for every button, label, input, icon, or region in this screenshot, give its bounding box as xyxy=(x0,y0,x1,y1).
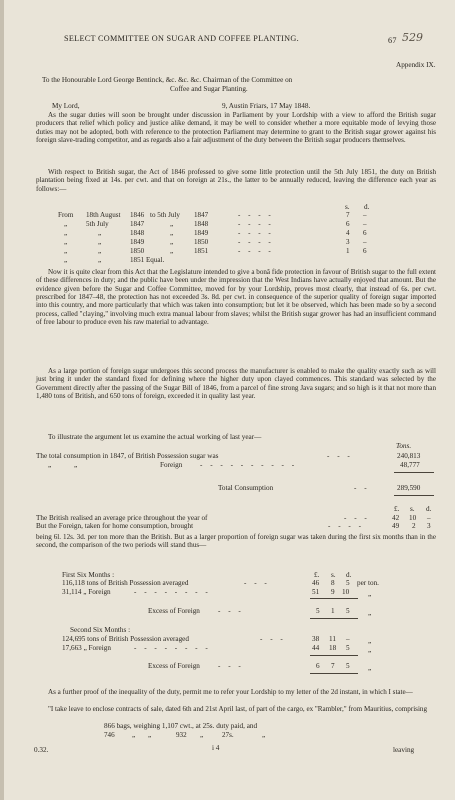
duty-col-d: d. xyxy=(364,203,370,211)
price-row-foreign-label: But the Foreign, taken for home consumption, brought xyxy=(36,522,194,530)
half-cell: 44 xyxy=(312,644,320,652)
half-row-label: 116,118 tons of British Possession averaged xyxy=(62,579,189,587)
half-cell: 10 xyxy=(342,588,350,596)
sum-rule xyxy=(394,495,434,496)
second-six-months-title: Second Six Months : xyxy=(70,626,131,634)
half-cell: 9 xyxy=(331,588,335,596)
price-cell: 2 xyxy=(412,522,416,530)
dateline: 9, Austin Friars, 17 May 1848. xyxy=(222,102,311,110)
catchword: leaving xyxy=(393,746,415,754)
half-cell: 6 xyxy=(316,662,320,670)
price-row-british-label: The British realised an average price throughout the year of xyxy=(36,514,208,522)
leader-dots: - - - xyxy=(327,452,353,460)
duty-col-s: s. xyxy=(345,203,350,211)
half-suffix: „ xyxy=(368,664,372,672)
price-cell: 3 xyxy=(427,522,431,530)
half-cell: 5 xyxy=(346,644,350,652)
leader-dots: - - - xyxy=(260,635,286,643)
half-cell: 38 xyxy=(312,635,320,643)
half-cell: 11 xyxy=(329,635,336,643)
paragraph-5: To illustrate the argument let us examine the actual working of last year— xyxy=(48,433,262,441)
consumption-row-british-label: The total consumption in 1847, of British Possession sugar was xyxy=(36,452,219,460)
paragraph-1: As the sugar duties will soon be brought under discussion in Parliament by your Lordship with a view to afford the British sugar producers that relief which policy and justice alike demand, it may be well to consider whether a more equitable mode of levying those duties may not be adopted, both with reference to the protection Parliament may determine to grant to the British sugar grower against his foreign slave-trading competitor, and as regards also a fair adjustment of the duty between the British sugar producers themselves. xyxy=(36,111,436,145)
half-cell: 7 xyxy=(331,662,335,670)
price-cell: 49 xyxy=(392,522,400,530)
half-suffix: per ton. xyxy=(357,579,379,587)
half-cell: 46 xyxy=(312,579,320,587)
col-pounds: £. xyxy=(394,505,400,513)
excess-label: Excess of Foreign xyxy=(148,662,200,670)
ditto-mark: „ xyxy=(74,461,78,469)
consumption-row-british-value: 240,813 xyxy=(397,452,421,460)
price-cell: 10 xyxy=(409,514,417,522)
handwritten-page-number: 529 xyxy=(402,31,423,44)
col-pence: d. xyxy=(426,505,432,513)
page-number: 67 xyxy=(388,36,397,45)
paragraph-4: As a large portion of foreign sugar undergoes this second process the manufacturer is enabled to make the quality exactly such as will just bring it under the standard fixed for defining where the higher duty upon clayed commences. This standard was selected by the Government directly after the passing of the Sugar Bill of 1846, from a parcel of fine strong Java sugars; and so high is it that not more than 1,480 tons of British, and 650 tons of foreign, exceeded it in quality last year. xyxy=(36,367,436,401)
sum-rule xyxy=(394,472,434,473)
half-cell: 51 xyxy=(312,588,320,596)
document-page: SELECT COMMITTEE ON SUGAR AND COFFEE PLANTING. 67 529 Appendix IX. To the Honourable Lord George Bentinck, &c. &c. &c. Chairman of the Committee on Coffee and Sugar Planting. My Lord, 9, Austin Friars, 17 May 1848. As the sugar duties will soon be brought under discussion in Parliament by your Lordship with a view to afford the British sugar producers that relief which policy and justice alike demand, it may be well to consider whether a more equitable mode of levying those duties may not be adopted, both with reference to the protection Parliament may determine to grant to the British sugar grower against his foreign slave-trading competitor, and as regards also a fair adjustment of the duty between the British sugar producers themselves. With respect to British sugar, the Act of 1846 professed to give some little protection until the 5th July 1851, the duty on British plantation being fixed at 14s. per cwt. and that on foreign at 21s., the latter to be annually reduced, leaving the difference each year as follows:— s. d. From 18th August 1846 to 5th July 1847 - - - - 7 – „ 5th July 1847 „ 1848 - - - - 6 – „ „ 1848 „ 1849 - - - - 4 6 „ „ 1849 „ 1850 - - - - 3 – „ „ 1850 „ 1851 - - - - 1 6 „ „ 1851 Equal. Now it is quite clear from this Act that the Legislature intended to give a bonâ fide protection in favour of British sugar to the full extent of these differences in duty; and the public have been under the impression that the West Indians have actually enjoyed that amount. But the evidence given before the Sugar and Coffee Committee, moved for by your Lordship, proves most clearly, that instead of 6s. per cwt. prescribed for 1847–48, the protection has not exceeded 3s. 8d. per cwt. in consequence of the superior quality of foreign sugar imported into this country, and more particularly that which was taken into consumption; but let it be observed, which has been made so by a second process, called "claying," involving much extra manual labour from slaves; whilst the British sugar grower has had an insufficient command of free labour to produce even his raw material to advantage. As a large portion of foreign sugar undergoes this second process the manufacturer is enabled to make the quality exactly such as will just bring it under the standard fixed for defining where the higher duty upon clayed commences. This standard was selected by the Government directly after the passing of the Sugar Bill of 1846, from a parcel of fine strong Java sugars; and so high is it that not more than 1,480 tons of British, and 650 tons of foreign, exceeded it in quality last year. To illustrate the argument let us examine the actual working of last year— Tons. The total consumption in 1847, of British Possession sugar was - - - 240,813 „ „ Foreign - - - - - - - - - - 48,777 Total Consumption - - 289,590 £. s. d. The British realised an average price throughout the year of - - - 42 10 – But the Foreign, taken for home consumption, brought - - - - 49 2 3 being 6l. 12s. 3d. per ton more than the British. But as a larger proportion of foreign sugar was taken during the first six months than in the second, the comparison of the two periods will stand thus— First Six Months : £. s. d. 116,118 tons of British Possession averaged - - - 46 8 5 per ton. 31,114 „ Foreign - - - - - - - - 51 9 10 „ Excess of Foreign - - - 5 1 5 „ Second Six Months : 124,695 tons of British Possession averaged - - - 38 11 – „ 17,663 „ Foreign - - - - - - - - 44 18 5 „ Excess of Foreign - - - 6 7 5 „ As a further proof of the inequality of the duty, permit me to refer your Lordship to my letter of the 2d instant, in which I state— "I take leave to enclose contracts of sale, dated 6th and 21st April last, of part of the cargo, ex "Rambler," from Mauritius, comprising 866 bags, weighing 1,107 cwt., at 25s. duty paid, and 746 „ „ 932 „ 27s. „ 0.32. i 4 leaving xyxy=(0,0,455,800)
leader-dots: - - - - - - - - - - xyxy=(200,461,298,469)
half-cell: 5 xyxy=(316,607,320,615)
cargo-line-1: 866 bags, weighing 1,107 cwt., at 25s. duty paid, and xyxy=(104,722,258,730)
half-row-label: 17,663 „ Foreign xyxy=(62,644,111,652)
half-suffix: „ xyxy=(368,590,372,598)
half-row-label: 124,695 tons of British Possession averaged xyxy=(62,635,189,643)
quotation: "I take leave to enclose contracts of sale, dated 6th and 21st April last, of part of the cargo, ex "Rambler," from Mauritius, comprising xyxy=(48,705,428,713)
half-cell: – xyxy=(346,635,350,643)
consumption-row-foreign-label: Foreign xyxy=(160,461,183,469)
sum-rule xyxy=(310,598,358,599)
half-cell: 5 xyxy=(346,579,350,587)
first-six-months-title: First Six Months : xyxy=(62,571,115,579)
footer-reference: 0.32. xyxy=(34,746,49,754)
sum-rule xyxy=(310,618,358,619)
leader-dots: - - - xyxy=(344,514,370,522)
col-shillings: s. xyxy=(331,571,336,579)
tons-heading: Tons. xyxy=(396,442,412,450)
half-suffix: „ xyxy=(368,637,372,645)
leader-dots: - - - - - - - - xyxy=(134,644,211,652)
paragraph-7: As a further proof of the inequality of the duty, permit me to refer your Lordship to my letter of the 2d instant, in which I state— xyxy=(48,688,413,696)
leader-dots: - - - xyxy=(244,579,270,587)
half-cell: 5 xyxy=(346,662,350,670)
total-consumption-label: Total Consumption xyxy=(218,484,274,492)
price-cell: 42 xyxy=(392,514,400,522)
page-spine-shadow xyxy=(0,0,4,800)
half-cell: 1 xyxy=(331,607,335,615)
consumption-row-foreign-value: 48,777 xyxy=(400,461,420,469)
address-line-1: To the Honourable Lord George Bentinck, &c. &c. &c. Chairman of the Committee on xyxy=(42,76,293,84)
appendix-label: Appendix IX. xyxy=(396,61,436,69)
excess-label: Excess of Foreign xyxy=(148,607,200,615)
sum-rule xyxy=(310,673,358,674)
col-pence: d. xyxy=(346,571,352,579)
half-suffix: „ xyxy=(368,646,372,654)
running-title: SELECT COMMITTEE ON SUGAR AND COFFEE PLANTING. xyxy=(64,34,299,43)
half-cell: 5 xyxy=(346,607,350,615)
col-shillings: s. xyxy=(410,505,415,513)
half-cell: 18 xyxy=(329,644,337,652)
col-pounds: £. xyxy=(314,571,320,579)
leader-dots: - - - xyxy=(218,607,244,615)
half-suffix: „ xyxy=(368,609,372,617)
ditto-mark: „ xyxy=(48,461,52,469)
paragraph-6: being 6l. 12s. 3d. per ton more than the British. But as a larger proportion of foreign sugar was taken during the first six months than in the second, the comparison of the two periods will stand thus— xyxy=(36,533,436,550)
leader-dots: - - - - - - - - xyxy=(134,588,211,596)
total-consumption-value: 289,590 xyxy=(397,484,421,492)
paragraph-3: Now it is quite clear from this Act that the Legislature intended to give a bonâ fide protection in favour of British sugar to the full extent of these differences in duty; and the public have been under the impression that the West Indians have actually enjoyed that amount. But the evidence given before the Sugar and Coffee Committee, moved for by your Lordship, proves most clearly, that instead of 6s. per cwt. prescribed for 1847–48, the protection has not exceeded 3s. 8d. per cwt. in consequence of the superior quality of foreign sugar imported into this country, and more particularly that which was taken into consumption; but let it be observed, which has been made so by a second process, called "claying," involving much extra manual labour from slaves; whilst the British sugar grower has had an insufficient command of free labour to produce even his raw material to advantage. xyxy=(36,268,436,327)
leader-dots: - - xyxy=(354,484,370,492)
price-cell: – xyxy=(427,514,431,522)
sum-rule xyxy=(310,655,358,656)
salutation: My Lord, xyxy=(52,102,80,110)
paragraph-2: With respect to British sugar, the Act of 1846 professed to give some little protection until the 5th July 1851, the duty on British plantation being fixed at 14s. per cwt. and that on foreign at 21s., the latter to be annually reduced, leaving the difference each year as follows:— xyxy=(36,168,436,193)
leader-dots: - - - - xyxy=(328,522,364,530)
leader-dots: - - - xyxy=(218,662,244,670)
half-cell: 8 xyxy=(331,579,335,587)
signature-mark: i 4 xyxy=(212,744,220,752)
half-row-label: 31,114 „ Foreign xyxy=(62,588,111,596)
address-line-2: Coffee and Sugar Planting. xyxy=(170,85,248,93)
